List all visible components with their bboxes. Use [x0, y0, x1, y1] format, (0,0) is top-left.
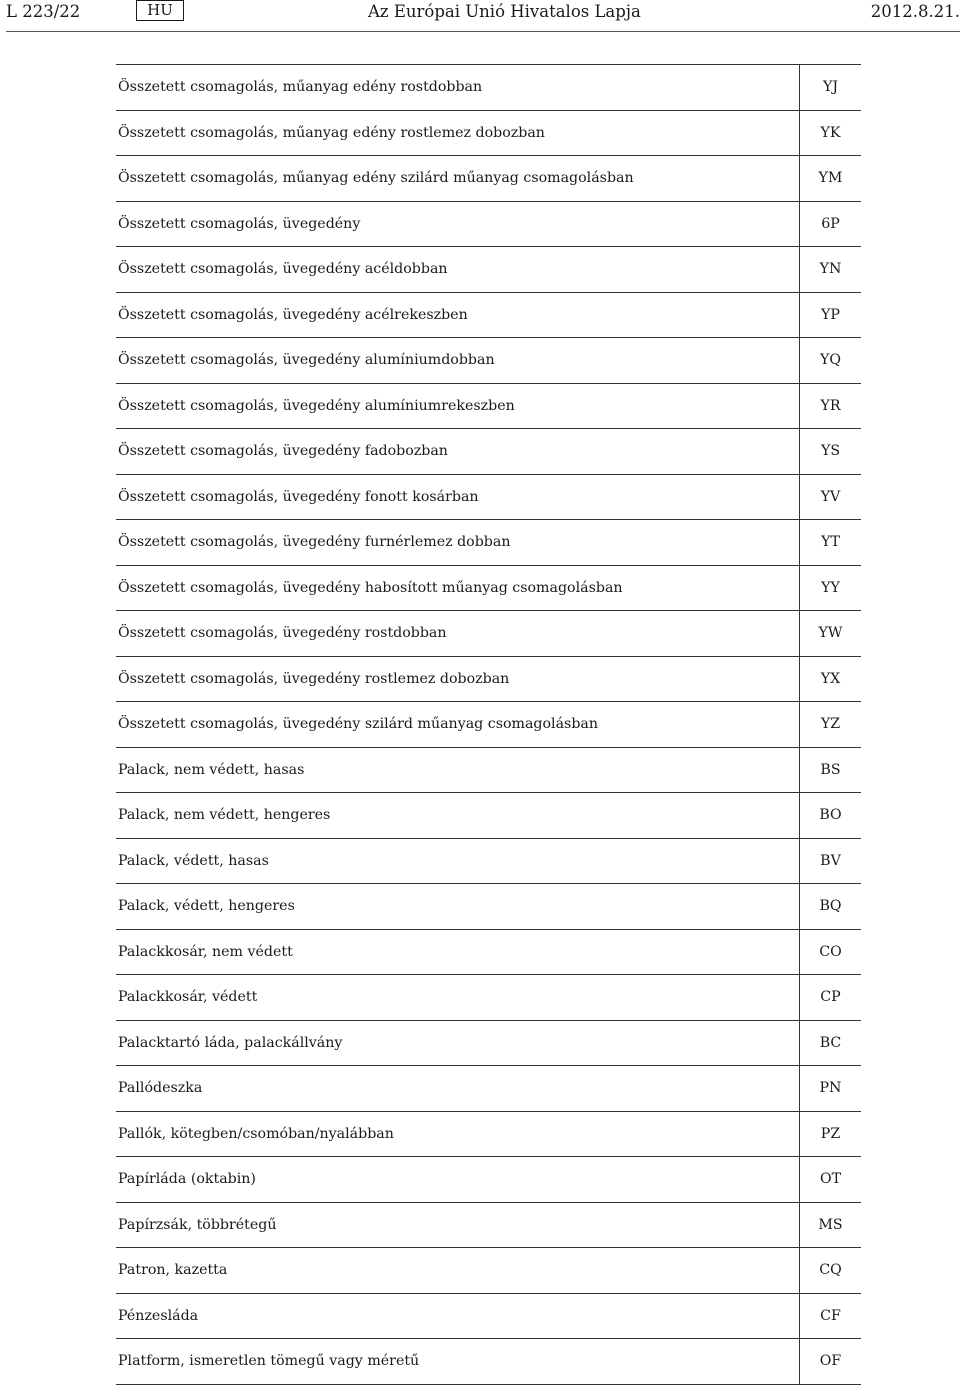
- table-row: [116, 111, 861, 157]
- packaging-code: YK: [820, 124, 841, 141]
- packaging-code: CP: [820, 989, 841, 1005]
- packaging-description: Összetett csomagolás, üvegedény habosított műanyag csomagolásban: [116, 566, 800, 611]
- table-row: [116, 1066, 861, 1112]
- publication-date: 2012.8.21.: [870, 2, 960, 21]
- packaging-description: Palack, nem védett, hasas: [116, 748, 800, 793]
- table-row: [116, 202, 861, 248]
- packaging-code: PN: [819, 1080, 842, 1096]
- page-header: [0, 0, 960, 31]
- packaging-code: CO: [819, 943, 842, 960]
- table-row: [116, 338, 861, 384]
- packaging-description: Palack, védett, hengeres: [116, 884, 800, 929]
- packaging-description: Összetett csomagolás, üvegedény: [116, 202, 800, 247]
- packaging-code: 6P: [821, 215, 840, 232]
- header-divider: [6, 31, 960, 32]
- packaging-description: Összetett csomagolás, üvegedény fonott kosárban: [116, 475, 800, 520]
- table-row: [116, 657, 861, 703]
- table-row: [116, 1203, 861, 1249]
- table-row: [116, 884, 861, 930]
- packaging-code: BQ: [819, 898, 842, 914]
- packaging-code: YW: [818, 625, 843, 641]
- packaging-description: Patron, kazetta: [116, 1248, 800, 1293]
- table-row: [116, 793, 861, 839]
- packaging-description: Összetett csomagolás, műanyag edény rostdobban: [116, 65, 800, 110]
- packaging-code: YR: [820, 397, 841, 414]
- packaging-code: CQ: [819, 1262, 842, 1278]
- packaging-description: Összetett csomagolás, üvegedény alumíniumrekeszben: [116, 384, 800, 429]
- table-row: [116, 293, 861, 339]
- language-badge: HU: [136, 0, 184, 21]
- packaging-code: PZ: [820, 1125, 841, 1142]
- table-row: [116, 475, 861, 521]
- packaging-code: YN: [819, 261, 842, 277]
- table-row: [116, 384, 861, 430]
- packaging-code: YQ: [820, 352, 841, 368]
- packaging-description: Összetett csomagolás, üvegedény rostlemez dobozban: [116, 657, 800, 702]
- packaging-code: BV: [820, 852, 841, 869]
- table-row: [116, 1112, 861, 1158]
- table-row: [116, 1339, 861, 1385]
- packaging-code: YY: [821, 579, 840, 596]
- packaging-code: YX: [820, 670, 841, 687]
- packaging-code: YJ: [822, 79, 839, 95]
- packaging-code: BO: [819, 807, 842, 823]
- table-row: [116, 702, 861, 748]
- journal-title: Az Európai Unió Hivatalos Lapja: [368, 2, 641, 21]
- packaging-description: Papírzsák, többrétegű: [116, 1203, 800, 1248]
- packaging-description: Pallódeszka: [116, 1066, 800, 1111]
- packaging-description: Összetett csomagolás, műanyag edény szilárd műanyag csomagolásban: [116, 156, 800, 201]
- packaging-code: CF: [820, 1307, 841, 1324]
- table-row: [116, 65, 861, 111]
- packaging-description: Platform, ismeretlen tömegű vagy méretű: [116, 1339, 800, 1384]
- packaging-description: Pallók, kötegben/csomóban/nyalábban: [116, 1112, 800, 1157]
- table-row: [116, 975, 861, 1021]
- table-row: [116, 611, 861, 657]
- packaging-code: YP: [821, 306, 840, 323]
- packaging-code: YV: [820, 488, 841, 505]
- packaging-description: Palackkosár, védett: [116, 975, 800, 1020]
- packaging-description: Összetett csomagolás, üvegedény alumíniumdobban: [116, 338, 800, 383]
- table-row: [116, 1157, 861, 1203]
- packaging-description: Palacktartó láda, palackállvány: [116, 1021, 800, 1066]
- table-row: [116, 930, 861, 976]
- packaging-description: Palack, nem védett, hengeres: [116, 793, 800, 838]
- page-reference: L 223/22: [6, 2, 81, 21]
- packaging-description: Összetett csomagolás, üvegedény acéldobban: [116, 247, 800, 292]
- table-row: [116, 247, 861, 293]
- table-row: [116, 156, 861, 202]
- table-row: [116, 839, 861, 885]
- packaging-description: Összetett csomagolás, műanyag edény rostlemez dobozban: [116, 111, 800, 156]
- packaging-code: YZ: [820, 716, 841, 732]
- packaging-description: Összetett csomagolás, üvegedény acélrekeszben: [116, 293, 800, 338]
- packaging-description: Papírláda (oktabin): [116, 1157, 800, 1202]
- packaging-description: Összetett csomagolás, üvegedény furnérlemez dobban: [116, 520, 800, 565]
- packaging-code: YM: [818, 170, 843, 186]
- packaging-code: MS: [818, 1216, 843, 1233]
- packaging-description: Palack, védett, hasas: [116, 839, 800, 884]
- packaging-code: OF: [819, 1353, 842, 1369]
- table-row: [116, 1021, 861, 1067]
- packaging-description: Összetett csomagolás, üvegedény fadobozban: [116, 429, 800, 474]
- packaging-code: BC: [819, 1034, 842, 1051]
- packaging-code: OT: [819, 1171, 842, 1187]
- packaging-code-table: [116, 64, 861, 1385]
- table-row: [116, 429, 861, 475]
- packaging-code: YT: [821, 534, 840, 550]
- table-row: [116, 566, 861, 612]
- table-row: [116, 1248, 861, 1294]
- packaging-description: Palackkosár, nem védett: [116, 930, 800, 975]
- packaging-code: YS: [820, 443, 841, 459]
- table-row: [116, 1294, 861, 1340]
- packaging-code: BS: [820, 761, 841, 778]
- packaging-description: Összetett csomagolás, üvegedény rostdobban: [116, 611, 800, 656]
- packaging-description: Pénzesláda: [116, 1294, 800, 1339]
- table-row: [116, 520, 861, 566]
- packaging-description: Összetett csomagolás, üvegedény szilárd műanyag csomagolásban: [116, 702, 800, 747]
- table-row: [116, 748, 861, 794]
